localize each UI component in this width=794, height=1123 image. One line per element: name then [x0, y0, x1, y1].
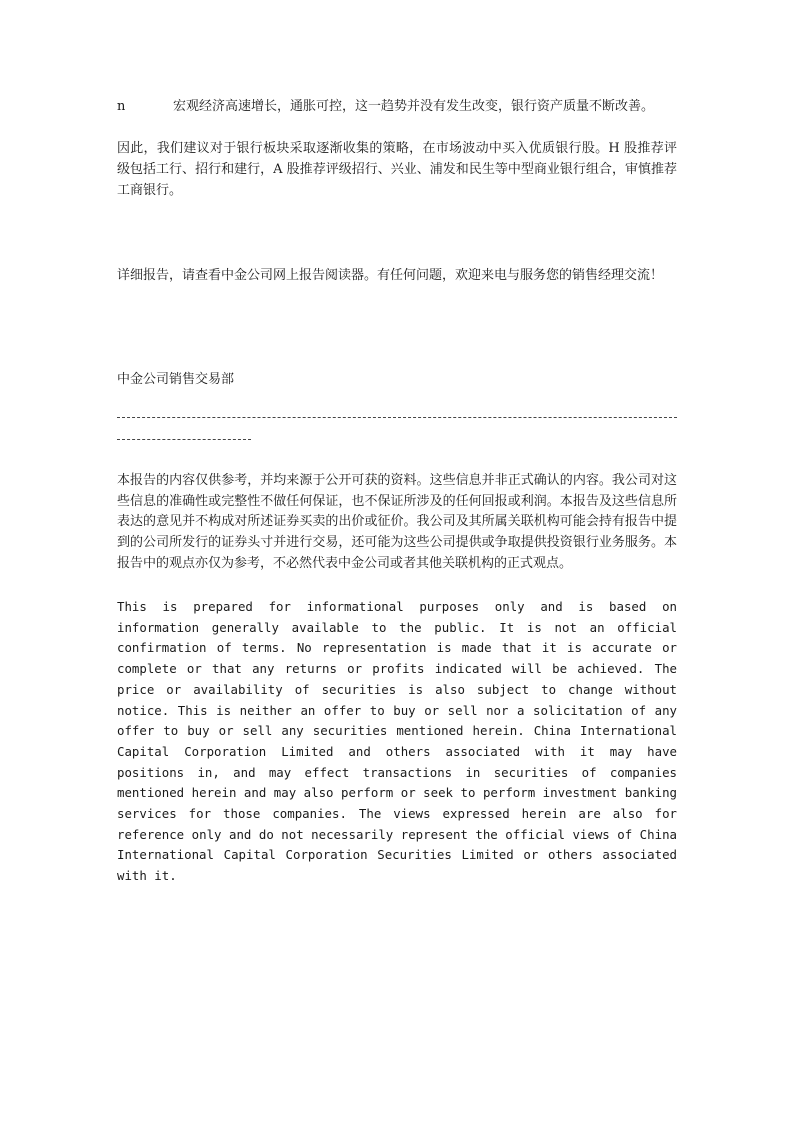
separator-line-short	[117, 439, 251, 441]
disclaimer-english: This is prepared for informational purposes only and is based on information generally available to the public. It is not an official confirmation of terms. No representation is made that it is accurate or complete or that any returns or profits indicated will be achieved. The price or availability of securities is also subject to change without notice. This is neither an offer to buy or sell nor a solicitation of any offer to buy or sell any securities mentioned herein. China International Capital Corporation Limited and others associated with it may have positions in, and may effect transactions in securities of companies mentioned herein and may also perform or seek to perform investment banking services for those companies. The views expressed herein are also for reference only and do not necessarily represent the official views of China International Capital Corporation Securities Limited or others associated with it.	[117, 599, 677, 884]
bullet-marker: n	[117, 99, 126, 114]
bullet-point	[117, 96, 677, 117]
separator-line-full	[117, 417, 677, 419]
recommendation-paragraph: 因此，我们建议对于银行板块采取逐渐收集的策略，在市场波动中买入优质银行股。H 股推荐评级包括工行、招行和建行，A 股推荐评级招行、兴业、浦发和民生等中型商业银行组合，审慎推荐工商银行。	[117, 141, 677, 198]
disclaimer-chinese: 本报告的内容仅供参考，并均来源于公开可获的资料。这些信息并非正式确认的内容。我公司对这些信息的准确性或完整性不做任何保证，也不保证所涉及的任何回报或利润。本报告及这些信息所表达的意见并不构成对所述证券买卖的出价或征价。我公司及其所属关联机构可能会持有报告中提到的公司所发行的证券头寸并进行交易，还可能为这些公司提供或争取提供投资银行业务服务。本报告中的观点亦仅为参考，不必然代表中金公司或者其他关联机构的正式观点。	[117, 473, 677, 571]
dashed-separator	[117, 409, 677, 443]
department-name: 中金公司销售交易部	[117, 372, 235, 387]
bullet-text: 宏观经济高速增长，通胀可控，这一趋势并没有发生改变，银行资产质量不断改善。	[173, 99, 655, 114]
contact-note-paragraph: 详细报告，请查看中金公司网上报告阅读器。有任何问题，欢迎来电与服务您的销售经理交流！	[117, 268, 664, 283]
